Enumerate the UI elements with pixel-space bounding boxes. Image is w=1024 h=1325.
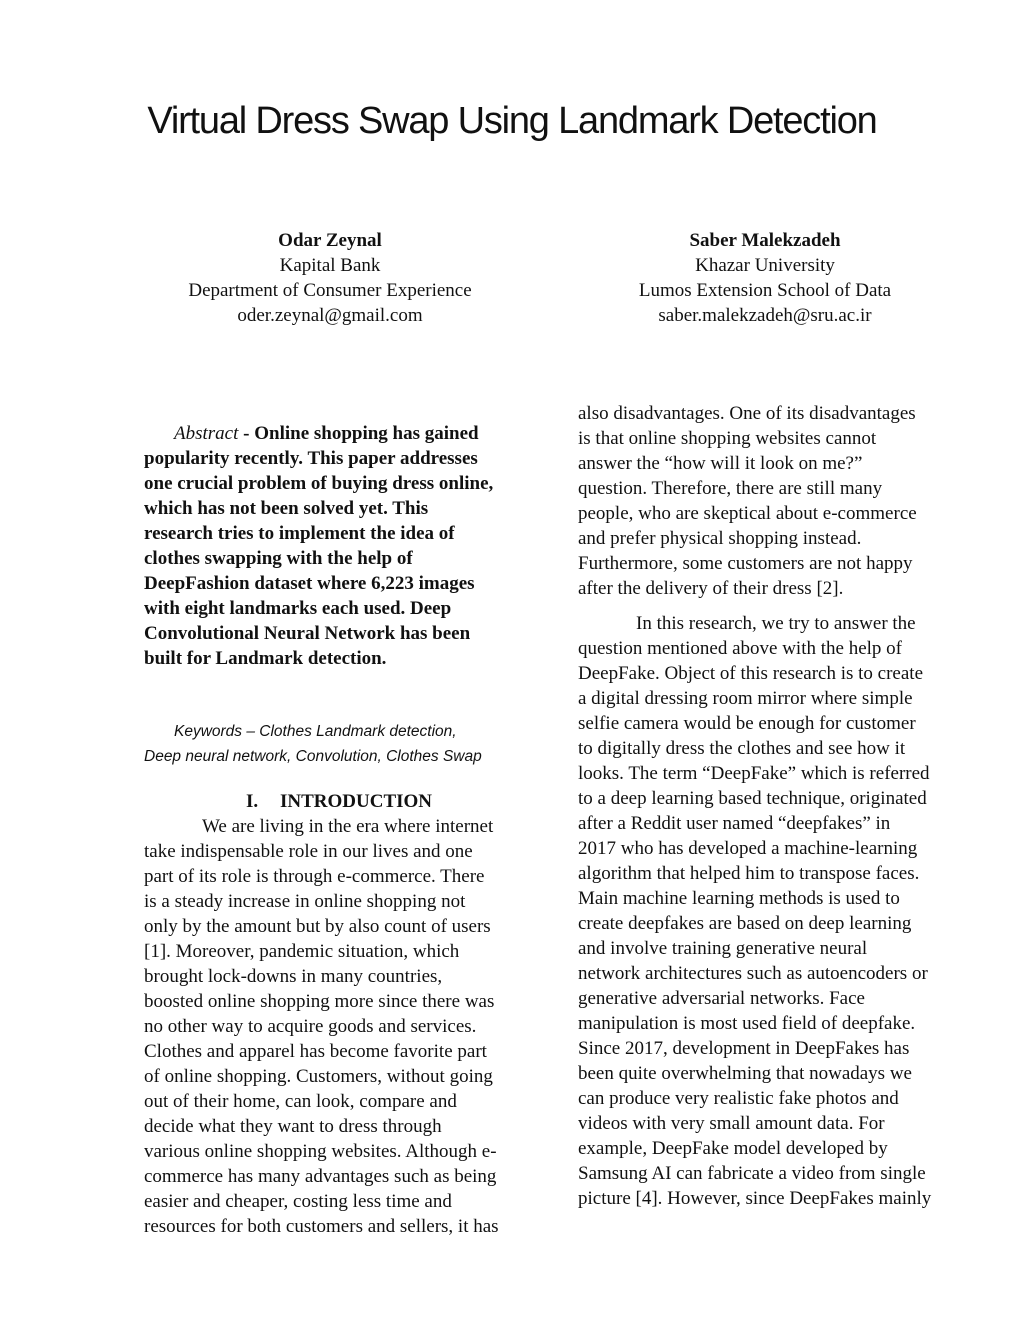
keywords-line: Deep neural network, Convolution, Clothes Swap	[144, 748, 482, 765]
body-line: boosted online shopping more since there was	[144, 991, 495, 1012]
body-line: Furthermore, some customers are not happy	[578, 553, 913, 574]
author-affiliation: Khazar University	[695, 255, 835, 276]
abstract-line: Convolutional Neural Network has been	[144, 623, 471, 644]
body-line: We are living in the era where internet	[202, 816, 494, 837]
body-line: take indispensable role in our lives and one	[144, 841, 473, 862]
body-line: question. Therefore, there are still many	[578, 478, 883, 499]
intro-paragraph-1-continued	[578, 401, 963, 601]
abstract-line: DeepFashion dataset where 6,223 images	[144, 573, 475, 594]
body-line: after a Reddit user named “deepfakes” in	[578, 813, 891, 834]
abstract-label: Abstract	[174, 423, 239, 444]
author-affiliation: Kapital Bank	[279, 255, 381, 276]
body-line: to digitally dress the clothes and see how it	[578, 738, 906, 759]
body-line: [1]. Moreover, pandemic situation, which	[144, 941, 460, 962]
body-line: question mentioned above with the help of	[578, 638, 902, 659]
author-email: saber.malekzadeh@sru.ac.ir	[658, 305, 872, 326]
left-column	[144, 421, 529, 1239]
body-line: people, who are skeptical about e-commerce	[578, 503, 917, 524]
abstract	[144, 421, 529, 671]
section-title: INTRODUCTION	[280, 791, 433, 812]
body-line: network architectures such as autoencoders or	[578, 963, 928, 984]
body-line: create deepfakes are based on deep learning	[578, 913, 912, 934]
body-line: generative adversarial networks. Face	[578, 988, 865, 1009]
keywords-line: Keywords – Clothes Landmark detection,	[174, 723, 457, 740]
abstract-line: one crucial problem of buying dress online,	[144, 473, 494, 494]
body-line: selfie camera would be enough for customer	[578, 713, 916, 734]
abstract-line: built for Landmark detection.	[144, 648, 387, 669]
body-line: Samsung AI can fabricate a video from single	[578, 1163, 926, 1184]
abstract-line: - Online shopping has gained	[238, 423, 479, 444]
body-line: out of their home, can look, compare and	[144, 1091, 457, 1112]
keywords	[144, 719, 529, 769]
body-line: no other way to acquire goods and services.	[144, 1016, 477, 1037]
body-line: after the delivery of their dress [2].	[578, 578, 844, 599]
body-line: manipulation is most used field of deepfake.	[578, 1013, 916, 1034]
author-block-1	[120, 228, 540, 328]
body-line: also disadvantages. One of its disadvantages	[578, 403, 916, 424]
body-line: answer the “how will it look on me?”	[578, 453, 863, 474]
abstract-line: which has not been solved yet. This	[144, 498, 429, 519]
body-line: and involve training generative neural	[578, 938, 868, 959]
body-line: videos with very small amount data. For	[578, 1113, 885, 1134]
body-line: looks. The term “DeepFake” which is referred	[578, 763, 930, 784]
body-line: a digital dressing room mirror where simple	[578, 688, 913, 709]
author-department: Department of Consumer Experience	[188, 280, 472, 301]
body-line: Main machine learning methods is used to	[578, 888, 900, 909]
body-line: picture [4]. However, since DeepFakes mainly	[578, 1188, 932, 1209]
body-line: been quite overwhelming that nowadays we	[578, 1063, 912, 1084]
author-email: oder.zeynal@gmail.com	[237, 305, 423, 326]
body-line: 2017 who has developed a machine-learning	[578, 838, 918, 859]
body-line: and prefer physical shopping instead.	[578, 528, 862, 549]
author-name: Saber Malekzadeh	[689, 230, 841, 251]
abstract-line: with eight landmarks each used. Deep	[144, 598, 452, 619]
body-line: various online shopping websites. Although e-	[144, 1141, 497, 1162]
paper-title: Virtual Dress Swap Using Landmark Detection	[147, 100, 877, 142]
body-line: decide what they want to dress through	[144, 1116, 442, 1137]
body-line: to a deep learning based technique, originated	[578, 788, 927, 809]
body-line: can produce very realistic fake photos and	[578, 1088, 899, 1109]
body-line: DeepFake. Object of this research is to create	[578, 663, 924, 684]
body-line: brought lock-downs in many countries,	[144, 966, 443, 987]
intro-paragraph-1	[144, 814, 529, 1239]
author-block-2	[555, 228, 975, 328]
body-line: easier and cheaper, costing less time and	[144, 1191, 452, 1212]
body-line: algorithm that helped him to transpose faces.	[578, 863, 920, 884]
body-line: Since 2017, development in DeepFakes has	[578, 1038, 910, 1059]
body-line: commerce has many advantages such as being	[144, 1166, 497, 1187]
right-column	[578, 401, 963, 1211]
body-line: Clothes and apparel has become favorite part	[144, 1041, 487, 1062]
author-department: Lumos Extension School of Data	[638, 280, 892, 301]
body-line: only by the amount but by also count of users	[144, 916, 491, 937]
abstract-line: popularity recently. This paper addresses	[144, 448, 478, 469]
body-line: of online shopping. Customers, without going	[144, 1066, 493, 1087]
body-line: In this research, we try to answer the	[636, 613, 916, 634]
abstract-line: research tries to implement the idea of	[144, 523, 455, 544]
author-name: Odar Zeynal	[278, 230, 382, 251]
intro-paragraph-2	[578, 611, 963, 1211]
body-line: is a steady increase in online shopping not	[144, 891, 466, 912]
body-line: is that online shopping websites cannot	[578, 428, 877, 449]
section-number: I.	[246, 791, 259, 812]
body-line: resources for both customers and sellers, it has	[144, 1216, 499, 1237]
section-heading	[144, 789, 529, 814]
body-line: part of its role is through e-commerce. There	[144, 866, 485, 887]
body-line: example, DeepFake model developed by	[578, 1138, 888, 1159]
abstract-line: clothes swapping with the help of	[144, 548, 413, 569]
